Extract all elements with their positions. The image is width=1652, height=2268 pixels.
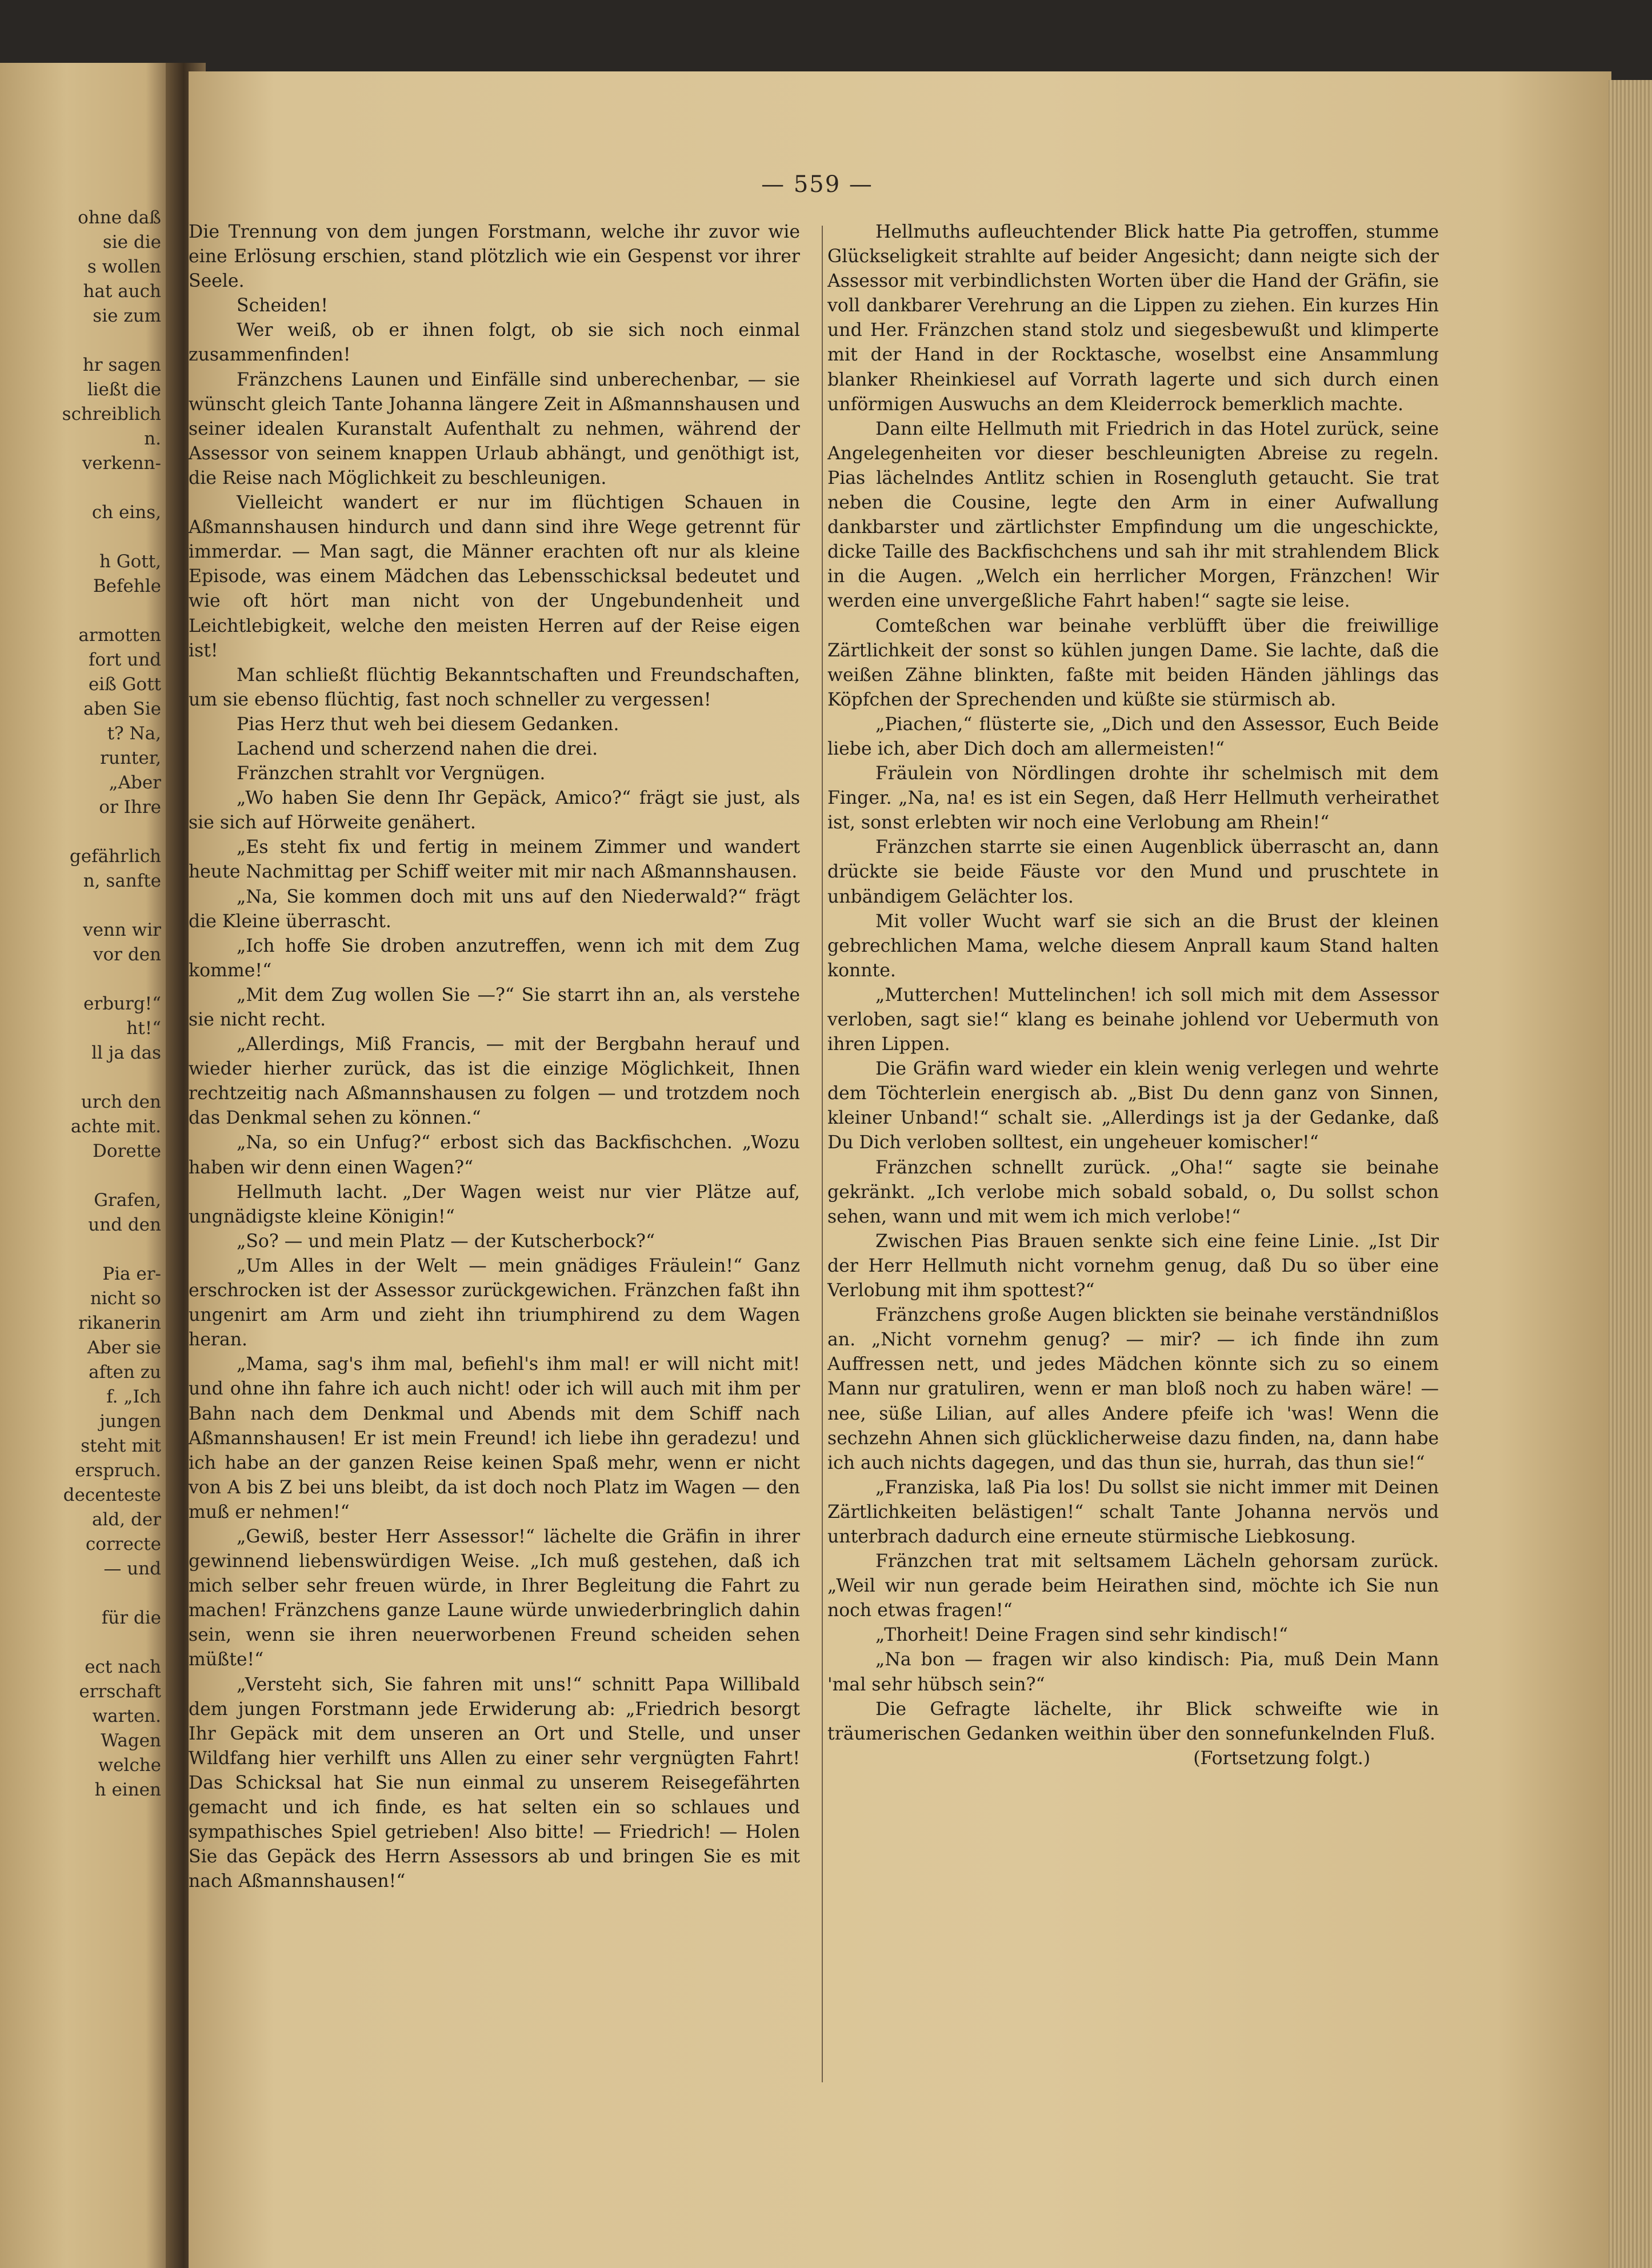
column-divider — [822, 226, 823, 2082]
paragraph: Die Gefragte lächelte, ihr Blick schweifte wie in träumerischen Gedanken weithin über den sonnefunkelnden Fluß. — [827, 1698, 1439, 1744]
paragraph: Dann eilte Hellmuth mit Friedrich in das Hotel zurück, seine Angelegenheiten vor dieser beschleunigten Abreise zu regeln. Pias lächelndes Antlitz schien in Rosengluth getaucht. Sie trat neben die Cousine, legte den Arm in einer Aufwallung dankbarster und zärtlichster Empfindung um die ungeschickte, dicke Taille des Backfischchens und sah ihr mit strahlendem Blick in die Augen. „Welch ein herrlicher Morgen, Fränzchen! Wir werden eine unvergeßliche Fahrt haben!“ sagte sie leise. — [827, 418, 1439, 612]
left-page-fragment: runter, — [100, 748, 161, 768]
paragraph: „Wo haben Sie denn Ihr Gepäck, Amico?“ frägt sie just, als sie sich auf Hörweite genähert. — [189, 788, 800, 834]
left-page-fragment: steht mit — [81, 1436, 161, 1456]
left-page-fragment: Grafen, — [94, 1190, 161, 1211]
left-page-fragment: decenteste — [63, 1485, 161, 1505]
paragraph: Vielleicht wandert er nur im flüchtigen Schauen in Aßmannshausen hindurch und dann sind ihre Wege getrennt für immerdar. — Man sagt, die Männer erachten oft nur als kleine Episode, was einem Mädchen das Lebensschicksal bedeutet und wie oft hört man nicht von der Ungebundenheit und Leichtlebigkeit, welche den meisten Herren auf der Reise eigen ist! — [189, 492, 800, 661]
left-page-fragment — [7, 1065, 161, 1090]
left-page — [0, 63, 166, 2268]
paragraph: Lachend und scherzend nahen die drei. — [237, 738, 598, 759]
paragraph: „Na, so ein Unfug?“ erbost sich das Backfischchen. „Wozu haben wir denn einen Wagen?“ — [189, 1132, 800, 1178]
left-page-fragment: rikanerin — [78, 1313, 161, 1333]
paragraph: „So? — und mein Platz — der Kutscherbock?“ — [237, 1231, 655, 1252]
left-page-fragment: or Ihre — [99, 797, 161, 818]
left-page-fragment: — und — [103, 1558, 161, 1579]
left-page-fragment: urch den — [81, 1092, 161, 1112]
paragraph: „Versteht sich, Sie fahren mit uns!“ schnitt Papa Willibald dem jungen Forstmann jede Erwiderung ab: „Friedrich besorgt Ihr Gepäck mit dem unseren an Ort und Stelle, und unser Wildfang hier verhilft uns Allen zu einer sehr vergnügten Fahrt! Das Schicksal hat Sie nun einmal zu unserem Reisegefährten gemacht und ich finde, es hat selten ein so schlaues und sympathisches Spiel getrieben! Also bitte! — Friedrich! — Holen Sie das Gepäck des Herrn Assessors ab und bringen Sie es mit nach Aßmannshausen!“ — [189, 1674, 800, 1892]
text-column-left — [189, 220, 800, 1894]
left-page-fragment — [7, 328, 161, 353]
left-page-fragment: Aber sie — [87, 1337, 161, 1358]
paragraph: „Allerdings, Miß Francis, — mit der Bergbahn herauf und wieder hierher zurück, das ist die einzige Möglichkeit, Ihnen rechtzeitig nach Aßmannshausen zu folgen — und trotzdem noch das Denkmal sehen zu können.“ — [189, 1034, 800, 1129]
paragraph: Hellmuths aufleuchtender Blick hatte Pia getroffen, stumme Glückseligkeit strahlte auf beider Angesicht; dann neigte sich der Assessor mit verbindlichsten Worten über die Hand der Gräfin, sie voll dankbarer Verehrung an die Lippen zu ziehen. Ein kurzes Hin und Her. Fränzchen stand stolz und siegesbewußt und klimperte mit der Hand in der Rocktasche, woselbst eine Ansammlung blanker Rheinkiesel auf Vorrath lagerte und sich durch einen unförmigen Auswuchs an dem Kleiderrock bemerklich machte. — [827, 222, 1439, 415]
paragraph: Pias Herz thut weh bei diesem Gedanken. — [237, 714, 619, 735]
left-page-fragment: h Gott, — [99, 551, 161, 572]
continuation-note: (Fortsetzung folgt.) — [1193, 1748, 1370, 1769]
paragraph: „Thorheit! Deine Fragen sind sehr kindisch!“ — [875, 1625, 1288, 1646]
paragraph: Fränzchen schnellt zurück. „Oha!“ sagte sie beinahe gekränkt. „Ich verlobe mich sobald sobald, o, Du sollst schon sehen, wann und mit wem ich mich verlobe!“ — [827, 1157, 1439, 1227]
left-page-fragment: ald, der — [92, 1509, 161, 1530]
paragraph: Fränzchen strahlt vor Vergnügen. — [237, 763, 546, 784]
left-page-fragment: aben Sie — [83, 699, 161, 719]
left-page-fragment: eiß Gott — [88, 674, 161, 695]
left-page-fragment: Pia er- — [102, 1264, 161, 1284]
left-page-fragment: erburg!“ — [83, 993, 161, 1014]
left-page-fragment — [7, 967, 161, 992]
paragraph: „Mama, sag's ihm mal, befiehl's ihm mal! er will nicht mit! und ohne ihn fahre ich auch nicht! oder ich will auch mit ihm per Bahn nach dem Denkmal und Abends mit dem Schiff nach Aßmannshausen! Er ist mein Freund! ich liebe ihn geradezu! und ich habe an der ganzen Reise keinen Spaß mehr, wenn er nicht von A bis Z bei uns bleibt, da ist doch noch Platz im Wagen — den muß er nehmen!“ — [189, 1354, 800, 1522]
left-page-fragment: vor den — [93, 944, 161, 965]
paragraph: Mit voller Wucht warf sie sich an die Brust der kleinen gebrechlichen Mama, welche diesem Anprall kaum Stand halten konnte. — [827, 911, 1439, 981]
left-page-fragment: erspruch. — [75, 1460, 161, 1481]
left-page-fragment: gefährlich — [69, 846, 161, 867]
paragraph: Wer weiß, ob er ihnen folgt, ob sie sich noch einmal zusammenfinden! — [189, 320, 800, 366]
left-page-fragment: nicht so — [90, 1288, 161, 1309]
left-page-fragment: f. „Ich — [106, 1387, 161, 1407]
paragraph: Scheiden! — [237, 295, 328, 316]
text-column-right — [827, 220, 1439, 1771]
left-page-fragment: armotten — [78, 625, 161, 646]
left-page-fragment: „Aber — [109, 772, 161, 793]
paragraph: „Mutterchen! Muttelinchen! ich soll mich mit dem Assessor verloben, sagt sie!“ klang es beinahe johlend vor Uebermuth von ihren Lippen. — [827, 984, 1439, 1055]
left-page-fragment — [7, 893, 161, 918]
left-page-fragment: errschaft — [79, 1681, 161, 1702]
paragraph: Fränzchen starrte sie einen Augenblick überrascht an, dann drückte sie beide Fäuste vor den Mund und pruschtete in unbändigem Gelächter los. — [827, 837, 1439, 907]
left-page-fragment: für die — [101, 1608, 161, 1628]
left-page-fragment: ect nach — [85, 1657, 161, 1677]
left-page-fragment: warten. — [92, 1706, 161, 1726]
left-page-fragment: ll ja das — [91, 1043, 161, 1063]
paragraph: Man schließt flüchtig Bekanntschaften und Freundschaften, um sie ebenso flüchtig, fast noch schneller zu vergessen! — [189, 664, 800, 710]
left-page-fragment: und den — [88, 1215, 161, 1235]
page-number: — 559 — — [761, 171, 873, 198]
paragraph: Die Gräfin ward wieder ein klein wenig verlegen und wehrte dem Töchterlein energisch ab. „Bist Du denn ganz von Sinnen, kleiner Unband!“ schalt sie. „Allerdings ist ja der Gedanke, daß Du Dich verloben solltest, ein ungeheuer komischer!“ — [827, 1059, 1439, 1153]
paragraph: „Na, Sie kommen doch mit uns auf den Niederwald?“ frägt die Kleine überrascht. — [189, 886, 800, 932]
left-page-fragment: ht!“ — [126, 1018, 161, 1039]
left-page-fragment: Dorette — [93, 1141, 161, 1161]
left-page-fragment: achte mit. — [70, 1116, 161, 1137]
left-page-fragment — [7, 525, 161, 550]
left-page-fragment: hr sagen — [82, 355, 161, 375]
left-page-fragment: n. — [144, 428, 161, 449]
left-page-fragment: ohne daß — [78, 207, 161, 228]
left-page-fragment: ließt die — [87, 379, 161, 400]
paragraph: Hellmuth lacht. „Der Wagen weist nur vier Plätze auf, ungnädigste kleine Königin!“ — [189, 1181, 800, 1227]
left-page-fragment: Wagen — [101, 1730, 161, 1751]
left-page-fragment — [7, 1237, 161, 1262]
paragraph: Fränzchens Launen und Einfälle sind unberechenbar, — sie wünscht gleich Tante Johanna längere Zeit in Aßmannshausen und seiner idealen Kuranstalt Aufenthalt zu nehmen, während der Assessor von seinem knappen Urlaub abhängt, und genöthigt ist, die Reise nach Möglichkeit zu beschleunigen. — [189, 369, 800, 488]
book-cover-edge — [0, 0, 1652, 80]
paragraph: „Gewiß, bester Herr Assessor!“ lächelte die Gräfin in ihrer gewinnend liebenswürdigen Weise. „Ich muß gestehen, daß ich mich selber sehr freuen würde, in Ihrer Begleitung die Fahrt zu machen! Fränzchens ganze Laune würde unwiederbringlich dahin sein, wenn sie ihren neuerworbenen Freund scheiden sehen müßte!“ — [189, 1526, 800, 1670]
paragraph: „Mit dem Zug wollen Sie —?“ Sie starrt ihn an, als verstehe sie nicht recht. — [189, 984, 800, 1030]
left-page-fragment — [7, 1630, 161, 1655]
left-page-fragment: correcte — [85, 1534, 161, 1554]
paragraph: Die Trennung von dem jungen Forstmann, welche ihr zuvor wie eine Erlösung erschien, stand plötzlich wie ein Gespenst vor ihrer Seele. — [189, 222, 800, 292]
left-page-fragment: h einen — [94, 1780, 161, 1800]
left-page-fragment — [7, 476, 161, 500]
left-page-fragment: t? Na, — [107, 723, 161, 744]
left-page-fragment: sie die — [102, 232, 161, 253]
left-page-fragment — [7, 820, 161, 844]
paragraph: Fränzchens große Augen blickten sie beinahe verständnißlos an. „Nicht vornehm genug? — mir? — ich finde ihn zum Auffressen nett, und jedes Mädchen könnte sich zu so einem Mann nur gratuliren, wenn er man bloß noch zu haben wäre! — nee, süße Lilian, auf alles Andere pfeife ich 'was! Wenn die sechzehn Ahnen sich glücklicherweise dazu finden, na, dann habe ich auch nichts dagegen, und das thun sie, hurrah, das thun sie!“ — [827, 1305, 1439, 1473]
left-page-fragment: welche — [98, 1755, 161, 1776]
paragraph: „Um Alles in der Welt — mein gnädiges Fräulein!“ Ganz erschrocken ist der Assessor zurückgewichen. Fränzchen faßt ihn ungenirt am Arm und zieht ihn triumphirend zu dem Wagen heran. — [189, 1255, 800, 1351]
left-page-fragment: s wollen — [87, 257, 161, 277]
left-page-fragment: aften zu — [89, 1362, 161, 1383]
left-page-fragment: venn wir — [83, 920, 161, 940]
left-page-fragment: jungen — [99, 1411, 161, 1432]
left-page-text-fragments — [7, 206, 161, 1802]
left-page-fragment: verkenn- — [82, 453, 161, 474]
left-page-fragment: fort und — [88, 650, 161, 670]
paragraph: „Ich hoffe Sie droben anzutreffen, wenn ich mit dem Zug komme!“ — [189, 935, 800, 981]
left-page-fragment: hat auch — [83, 281, 161, 302]
paragraph: „Franziska, laß Pia los! Du sollst sie nicht immer mit Deinen Zärtlichkeiten belästigen!“ schalt Tante Johanna nervös und unterbrach dadurch eine erneute stürmische Liebkosung. — [827, 1477, 1439, 1547]
page-fore-edge — [1609, 80, 1652, 2268]
left-page-fragment — [7, 599, 161, 623]
left-page-fragment: schreiblich — [62, 404, 161, 424]
left-page-fragment: ch eins, — [91, 502, 161, 523]
paragraph: Fräulein von Nördlingen drohte ihr schelmisch mit dem Finger. „Na, na! es ist ein Segen, daß Herr Hellmuth verheirathet ist, sonst erlebten wir noch eine Verlobung am Rhein!“ — [827, 763, 1439, 834]
left-page-fragment: n, sanfte — [83, 871, 161, 891]
left-page-fragment — [7, 1164, 161, 1188]
paragraph: Comteßchen war beinahe verblüfft über die freiwillige Zärtlichkeit der sonst so kühlen jungen Dame. Sie lachte, daß die weißen Zähne blinkten, faßte mit beiden Händen jählings das Köpfchen der Sprechenden und küßte sie stürmisch ab. — [827, 615, 1439, 710]
left-page-fragment: Befehle — [93, 576, 161, 596]
paragraph: „Es steht fix und fertig in meinem Zimmer und wandert heute Nachmittag per Schiff weiter mit mir nach Aßmannshausen. — [189, 837, 800, 883]
paragraph: „Piachen,“ flüsterte sie, „Dich und den Assessor, Euch Beide liebe ich, aber Dich doch am allermeisten!“ — [827, 714, 1439, 759]
paragraph: „Na bon — fragen wir also kindisch: Pia, muß Dein Mann 'mal sehr hübsch sein?“ — [827, 1649, 1439, 1695]
paragraph: Fränzchen trat mit seltsamem Lächeln gehorsam zurück. „Weil wir nun gerade beim Heirathen sind, möchte ich Sie nun noch etwas fragen!“ — [827, 1551, 1439, 1621]
left-page-fragment: sie zum — [93, 306, 161, 326]
left-page-fragment — [7, 1581, 161, 1606]
paragraph: Zwischen Pias Brauen senkte sich eine feine Linie. „Ist Dir der Herr Hellmuth nicht vornehm genug, daß Du so über eine Verlobung mit ihm spottest?“ — [827, 1231, 1439, 1301]
